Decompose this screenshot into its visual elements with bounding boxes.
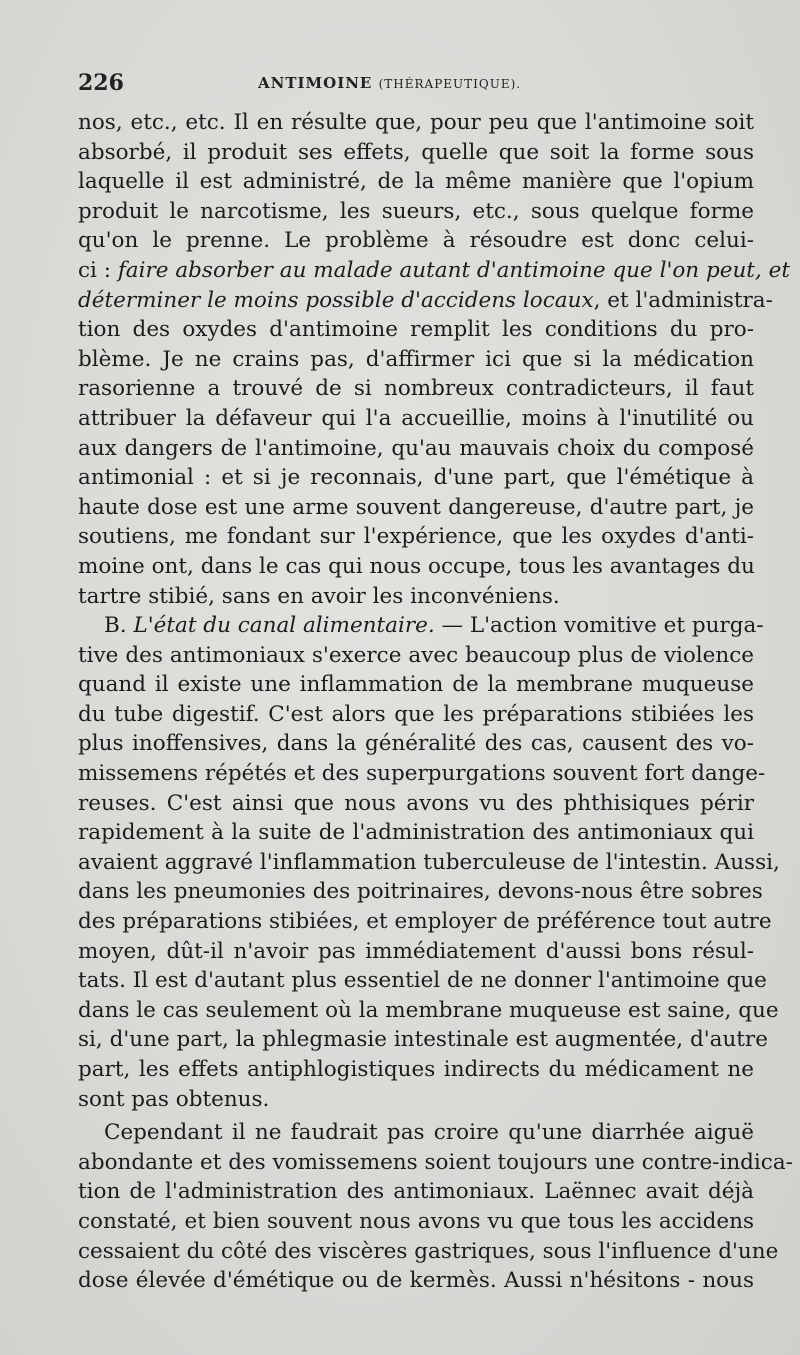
text-line	[78, 434, 754, 464]
italic-text: faire absorber au malade autant d'antimoine que l'on peut, et	[117, 257, 790, 283]
body-text	[78, 108, 793, 1296]
text-line	[78, 818, 754, 848]
text-run: quand il existe une inflammation de la membrane muqueuse	[78, 672, 754, 698]
text-line	[78, 670, 754, 700]
text-run: , et l'administra-	[593, 287, 773, 313]
text-run: Cependant il ne faudrait pas croire qu'une diarrhée aiguë	[104, 1120, 754, 1146]
text-run: aux dangers de l'antimoine, qu'au mauvais choix du composé	[78, 435, 754, 461]
text-line	[78, 493, 754, 523]
page-number: 226	[78, 70, 124, 96]
text-run: rasorienne a trouvé de si nombreux contradicteurs, il faut	[78, 376, 754, 402]
text-line	[78, 789, 754, 819]
text-run: laquelle il est administré, de la même manière que l'opium	[78, 169, 754, 195]
text-run: moine ont, dans le cas qui nous occupe, tous les avantages du	[78, 553, 755, 579]
text-line	[78, 108, 754, 138]
text-run: nos, etc., etc. Il en résulte que, pour peu que l'antimoine soit	[78, 110, 754, 135]
text-line	[78, 197, 754, 227]
italic-text: L'état du canal alimentaire.	[133, 613, 435, 639]
text-run: dose élevée d'émétique ou de kermès. Aussi n'hésitons - nous	[78, 1268, 754, 1294]
text-line	[78, 1025, 768, 1055]
text-run: cessaient du côté des viscères gastriques, sous l'influence d'une	[78, 1238, 779, 1264]
text-line	[78, 848, 780, 878]
text-run: tive des antimoniaux s'exerce avec beaucoup plus de violence	[78, 642, 754, 668]
text-run: missemens répétés et des superpurgations souvent fort dange-	[78, 761, 766, 787]
text-line	[78, 907, 772, 937]
text-run: blème. Je ne crains pas, d'affirmer ici que si la médication	[78, 346, 754, 372]
text-run: part, les effets antiphlogistiques indirects du médicament ne	[78, 1057, 754, 1082]
text-line	[78, 1085, 754, 1115]
text-run: dans les pneumonies des poitrinaires, devons-nous être sobres	[78, 879, 763, 905]
text-line	[78, 1055, 754, 1085]
text-run: tats. Il est d'autant plus essentiel de ne donner l'antimoine que	[78, 968, 767, 994]
text-line	[78, 877, 763, 907]
text-line	[78, 966, 767, 996]
text-run: attribuer la défaveur qui l'a accueillie, moins à l'inutilité ou	[78, 405, 754, 431]
text-line	[78, 729, 754, 759]
running-head	[258, 74, 521, 92]
text-line	[78, 138, 754, 168]
text-run: plus inoffensives, dans la généralité des cas, causent des vo-	[78, 731, 754, 757]
text-run: tion des oxydes d'antimoine remplit les conditions du pro-	[78, 317, 754, 343]
text-run: rapidement à la suite de l'administration des antimoniaux qui	[78, 820, 754, 846]
text-run: — L'action vomitive et purga-	[434, 613, 764, 639]
text-run: B.	[104, 613, 134, 639]
text-line	[78, 582, 754, 612]
text-run: tion de l'administration des antimoniaux. Laënnec avait déjà	[78, 1179, 754, 1205]
text-run: des préparations stibiées, et employer de préférence tout autre	[78, 909, 772, 935]
text-run: si, d'une part, la phlegmasie intestinale est augmentée, d'autre	[78, 1027, 768, 1053]
text-run: absorbé, il produit ses effets, quelle que soit la forme sous	[78, 139, 754, 165]
text-line	[78, 374, 754, 404]
text-run: abondante et des vomissemens soient toujours une contre-indica-	[78, 1149, 793, 1175]
italic-text: déterminer le moins possible d'accidens locaux	[78, 287, 594, 313]
text-run: sont pas obtenus.	[78, 1086, 270, 1112]
text-line	[78, 404, 754, 434]
text-run: moyen, dût-il n'avoir pas immédiatement d'aussi bons résul-	[78, 938, 754, 964]
text-line	[78, 1177, 754, 1207]
text-run: tartre stibié, sans en avoir les inconvéniens.	[78, 583, 560, 609]
text-line	[78, 1266, 754, 1296]
text-run: soutiens, me fondant sur l'expérience, que les oxydes d'anti-	[78, 524, 754, 550]
text-line	[78, 167, 754, 197]
page-header	[78, 70, 758, 104]
text-line	[78, 641, 754, 671]
text-line	[78, 759, 766, 789]
text-line	[78, 937, 754, 967]
text-line	[78, 345, 754, 375]
text-run: avaient aggravé l'inflammation tuberculeuse de l'intestin. Aussi,	[78, 849, 780, 875]
text-line	[78, 463, 754, 493]
text-line	[78, 1148, 793, 1178]
text-run: dans le cas seulement où la membrane muqueuse est saine, que	[78, 997, 779, 1023]
text-run: antimonial : et si je reconnais, d'une part, que l'émétique à	[78, 465, 754, 491]
text-line	[78, 611, 764, 641]
running-head-subtitle: (THÉRAPEUTIQUE).	[378, 77, 522, 91]
text-line	[78, 256, 790, 286]
text-line	[78, 315, 754, 345]
text-line	[78, 522, 754, 552]
text-run: du tube digestif. C'est alors que les préparations stibiées les	[78, 701, 754, 727]
text-run: reuses. C'est ainsi que nous avons vu des phthisiques périr	[78, 790, 754, 816]
text-run: produit le narcotisme, les sueurs, etc., sous quelque forme	[78, 198, 754, 224]
running-head-title: ANTIMOINE	[258, 74, 373, 92]
text-line	[78, 552, 754, 582]
text-line	[78, 700, 754, 730]
text-line	[78, 1237, 779, 1267]
text-line	[78, 996, 779, 1026]
text-line	[78, 1118, 754, 1148]
text-run: ci :	[78, 257, 118, 283]
text-line	[78, 286, 773, 316]
text-line	[78, 1207, 754, 1237]
text-run: constaté, et bien souvent nous avons vu que tous les accidens	[78, 1208, 754, 1234]
text-run: haute dose est une arme souvent dangereuse, d'autre part, je	[78, 494, 754, 520]
text-run: qu'on le prenne. Le problème à résoudre est donc celui-	[78, 228, 754, 254]
text-line	[78, 226, 754, 256]
